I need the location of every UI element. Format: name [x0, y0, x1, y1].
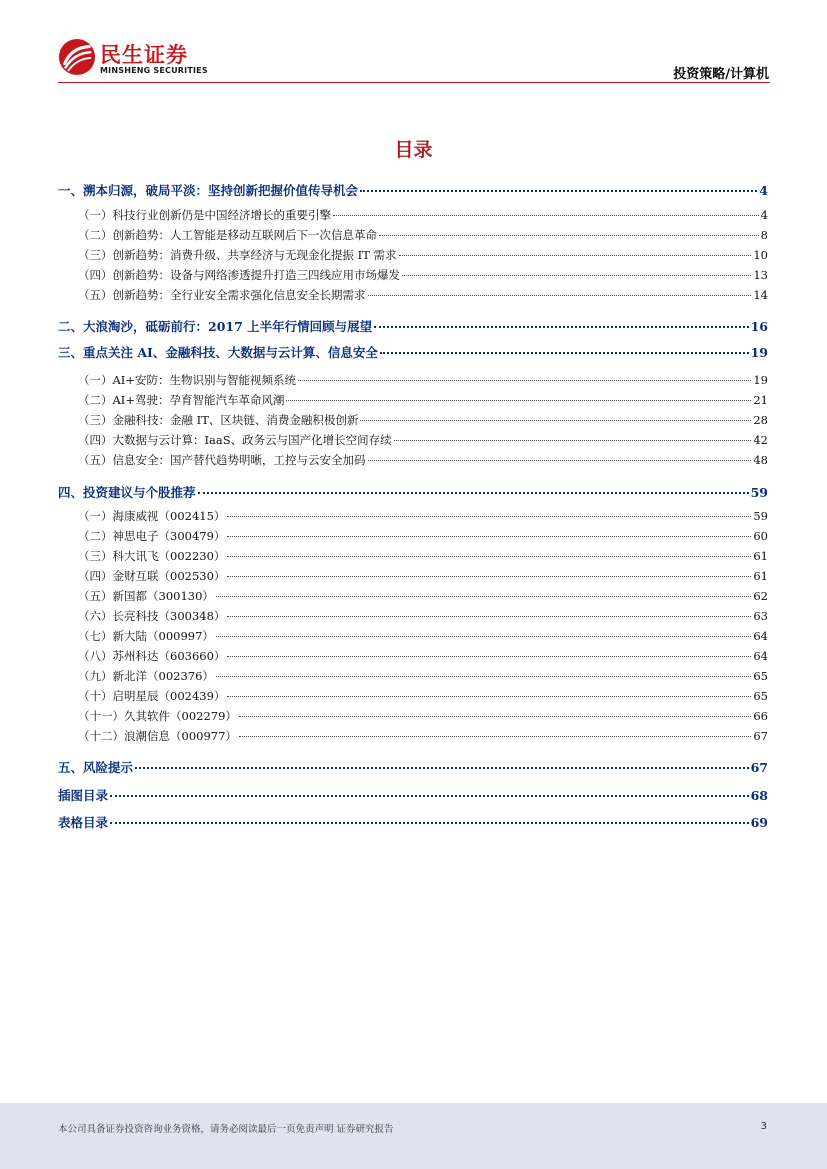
toc-entry-title: （二）创新趋势：人工智能是移动互联网后下一次信息革命 [78, 228, 377, 242]
toc-entry-title: 五、风险提示 [58, 760, 134, 775]
toc-dot-leader [239, 716, 751, 717]
toc-entry-page: 64 [753, 629, 768, 643]
toc-entry-page: 19 [753, 373, 768, 387]
toc-dot-leader [198, 492, 749, 494]
toc-dot-leader [402, 275, 751, 276]
toc-dot-leader [227, 556, 751, 557]
toc-entry-title: （三）科大讯飞（002230） [78, 549, 226, 563]
toc-entry-page: 68 [750, 788, 768, 803]
toc-section-entry[interactable] [58, 758, 768, 776]
toc-entry-page: 48 [753, 453, 768, 467]
toc-subsection-entry[interactable] [58, 508, 768, 524]
toc-dot-leader [227, 576, 751, 577]
toc-entry-page: 69 [750, 815, 768, 830]
toc-subsection-entry[interactable] [58, 528, 768, 544]
toc-subsection-entry[interactable] [58, 412, 768, 428]
toc-entry-page: 61 [753, 549, 768, 563]
toc-entry-title: （十）启明星辰（002439） [78, 689, 226, 703]
toc-entry-title: （三）金融科技：金融 IT、区块链、消费金融积极创新 [78, 413, 359, 427]
toc-entry-page: 66 [753, 709, 768, 723]
toc-dot-leader [239, 736, 751, 737]
toc-section-entry[interactable] [58, 181, 768, 199]
toc-subsection-entry[interactable] [58, 648, 768, 664]
page-footer [0, 1103, 827, 1169]
toc-entry-page: 42 [753, 433, 768, 447]
toc-entry-title: （三）创新趋势：消费升级、共享经济与无现金化提振 IT 需求 [78, 248, 397, 262]
toc-entry-page: 65 [753, 689, 768, 703]
toc-entry-title: 表格目录 [58, 815, 109, 830]
toc-dot-leader [368, 460, 752, 461]
logo-chinese-name: 民生证券 [100, 43, 188, 67]
toc-dot-leader [298, 380, 751, 381]
toc-entry-title: 插图目录 [58, 788, 109, 803]
toc-dot-leader [333, 215, 759, 216]
toc-entry-title: （六）长亮科技（300348） [78, 609, 226, 623]
toc-entry-title: （七）新大陆（000997） [78, 629, 214, 643]
toc-entry-page: 14 [753, 288, 768, 302]
toc-dot-leader [374, 326, 748, 328]
toc-entry-page: 67 [750, 760, 768, 775]
toc-subsection-entry[interactable] [58, 628, 768, 644]
toc-entry-page: 64 [753, 649, 768, 663]
toc-dot-leader [360, 420, 751, 421]
toc-entry-title: （五）信息安全：国产替代趋势明晰，工控与云安全加码 [78, 453, 366, 467]
toc-subsection-entry[interactable] [58, 432, 768, 448]
toc-entry-title: （二）AI+驾驶：孕育智能汽车革命风潮 [78, 393, 285, 407]
toc-entry-title: 三、重点关注 AI、金融科技、大数据与云计算、信息安全 [58, 345, 378, 360]
toc-dot-leader [399, 255, 752, 256]
toc-entry-page: 21 [753, 393, 768, 407]
toc-subsection-entry[interactable] [58, 452, 768, 468]
footer-disclaimer: 本公司具备证券投资咨询业务资格，请务必阅读最后一页免责声明 证券研究报告 [58, 1124, 394, 1135]
toc-entry-title: （五）新国都（300130） [78, 589, 214, 603]
toc-entry-page: 59 [753, 509, 768, 523]
toc-dot-leader [368, 295, 752, 296]
toc-subsection-entry[interactable] [58, 708, 768, 724]
minsheng-logo [58, 38, 218, 80]
toc-entry-title: （二）神思电子（300479） [78, 529, 226, 543]
toc-subsection-entry[interactable] [58, 588, 768, 604]
toc-subsection-entry[interactable] [58, 227, 768, 243]
toc-entry-title: 二、大浪淘沙，砥砺前行：2017 上半年行情回顾与展望 [58, 319, 373, 334]
toc-dot-leader [227, 616, 751, 617]
toc-entry-page: 59 [750, 485, 768, 500]
page-header [0, 0, 827, 90]
toc-dot-leader [227, 516, 751, 517]
toc-entry-page: 67 [753, 729, 768, 743]
toc-subsection-entry[interactable] [58, 668, 768, 684]
toc-entry-page: 62 [753, 589, 768, 603]
toc-entry-title: （九）新北洋（002376） [78, 669, 214, 683]
toc-subsection-entry[interactable] [58, 728, 768, 744]
toc-dot-leader [135, 767, 749, 769]
toc-subsection-entry[interactable] [58, 392, 768, 408]
toc-entry-page: 4 [760, 208, 768, 222]
toc-dot-leader [227, 536, 751, 537]
toc-entry-page: 60 [753, 529, 768, 543]
toc-entry-page: 65 [753, 669, 768, 683]
toc-entry-title: （十二）浪潮信息（000977） [78, 729, 237, 743]
toc-section-entry[interactable] [58, 813, 768, 831]
toc-entry-page: 13 [753, 268, 768, 282]
toc-dot-leader [110, 795, 749, 797]
toc-subsection-entry[interactable] [58, 372, 768, 388]
toc-subsection-entry[interactable] [58, 568, 768, 584]
toc-dot-leader [286, 400, 751, 401]
toc-dot-leader [216, 596, 751, 597]
toc-title: 目录 [394, 139, 433, 161]
toc-entry-title: （五）创新趋势：全行业安全需求强化信息安全长期需求 [78, 288, 366, 302]
toc-dot-leader [379, 235, 759, 236]
toc-entry-title: （四）金财互联（002530） [78, 569, 226, 583]
toc-entry-page: 28 [753, 413, 768, 427]
toc-subsection-entry[interactable] [58, 548, 768, 564]
toc-entry-page: 16 [750, 319, 768, 334]
toc-section-entry[interactable] [58, 483, 768, 501]
toc-subsection-entry[interactable] [58, 207, 768, 223]
toc-dot-leader [394, 440, 752, 441]
toc-entry-title: （四）创新趋势：设备与网络渗透提升打造三四线应用市场爆发 [78, 268, 400, 282]
toc-entry-title: （一）科技行业创新仍是中国经济增长的重要引擎 [78, 208, 331, 222]
toc-section-entry[interactable] [58, 343, 768, 361]
toc-entry-title: （一）AI+安防：生物识别与智能视频系统 [78, 373, 296, 387]
toc-dot-leader [216, 636, 751, 637]
toc-entry-page: 10 [753, 248, 768, 262]
toc-entry-page: 19 [750, 345, 768, 360]
toc-subsection-entry[interactable] [58, 267, 768, 283]
toc-entry-title: （四）大数据与云计算：IaaS、政务云与国产化增长空间存续 [78, 433, 392, 447]
page-number: 3 [760, 1121, 767, 1132]
toc-dot-leader [216, 676, 751, 677]
logo-english-name: MINSHENG SECURITIES [100, 66, 208, 75]
toc-entry-title: （十一）久其软件（002279） [78, 709, 237, 723]
toc-dot-leader [227, 656, 751, 657]
toc-entry-page: 61 [753, 569, 768, 583]
toc-subsection-entry[interactable] [58, 247, 768, 263]
toc-section-entry[interactable] [58, 317, 768, 335]
toc-entry-title: 一、溯本归源，破局平淡：坚持创新把握价值传导机会 [58, 183, 359, 198]
toc-dot-leader [380, 352, 749, 354]
toc-entry-page: 8 [760, 228, 768, 242]
toc-subsection-entry[interactable] [58, 608, 768, 624]
toc-dot-leader [227, 696, 751, 697]
toc-dot-leader [110, 822, 749, 824]
toc-entry-title: （一）海康威视（002415） [78, 509, 226, 523]
toc-subsection-entry[interactable] [58, 287, 768, 303]
toc-section-entry[interactable] [58, 786, 768, 804]
toc-entry-title: 四、投资建议与个股推荐 [58, 485, 196, 500]
toc-dot-leader [360, 190, 757, 192]
header-divider [58, 82, 770, 83]
toc-entry-title: （八）苏州科达（603660） [78, 649, 226, 663]
toc-subsection-entry[interactable] [58, 688, 768, 704]
toc-entry-page: 63 [753, 609, 768, 623]
minsheng-logo-icon [58, 38, 96, 76]
toc-entry-page: 4 [759, 183, 768, 198]
report-type-label: 投资策略/计算机 [673, 67, 769, 82]
